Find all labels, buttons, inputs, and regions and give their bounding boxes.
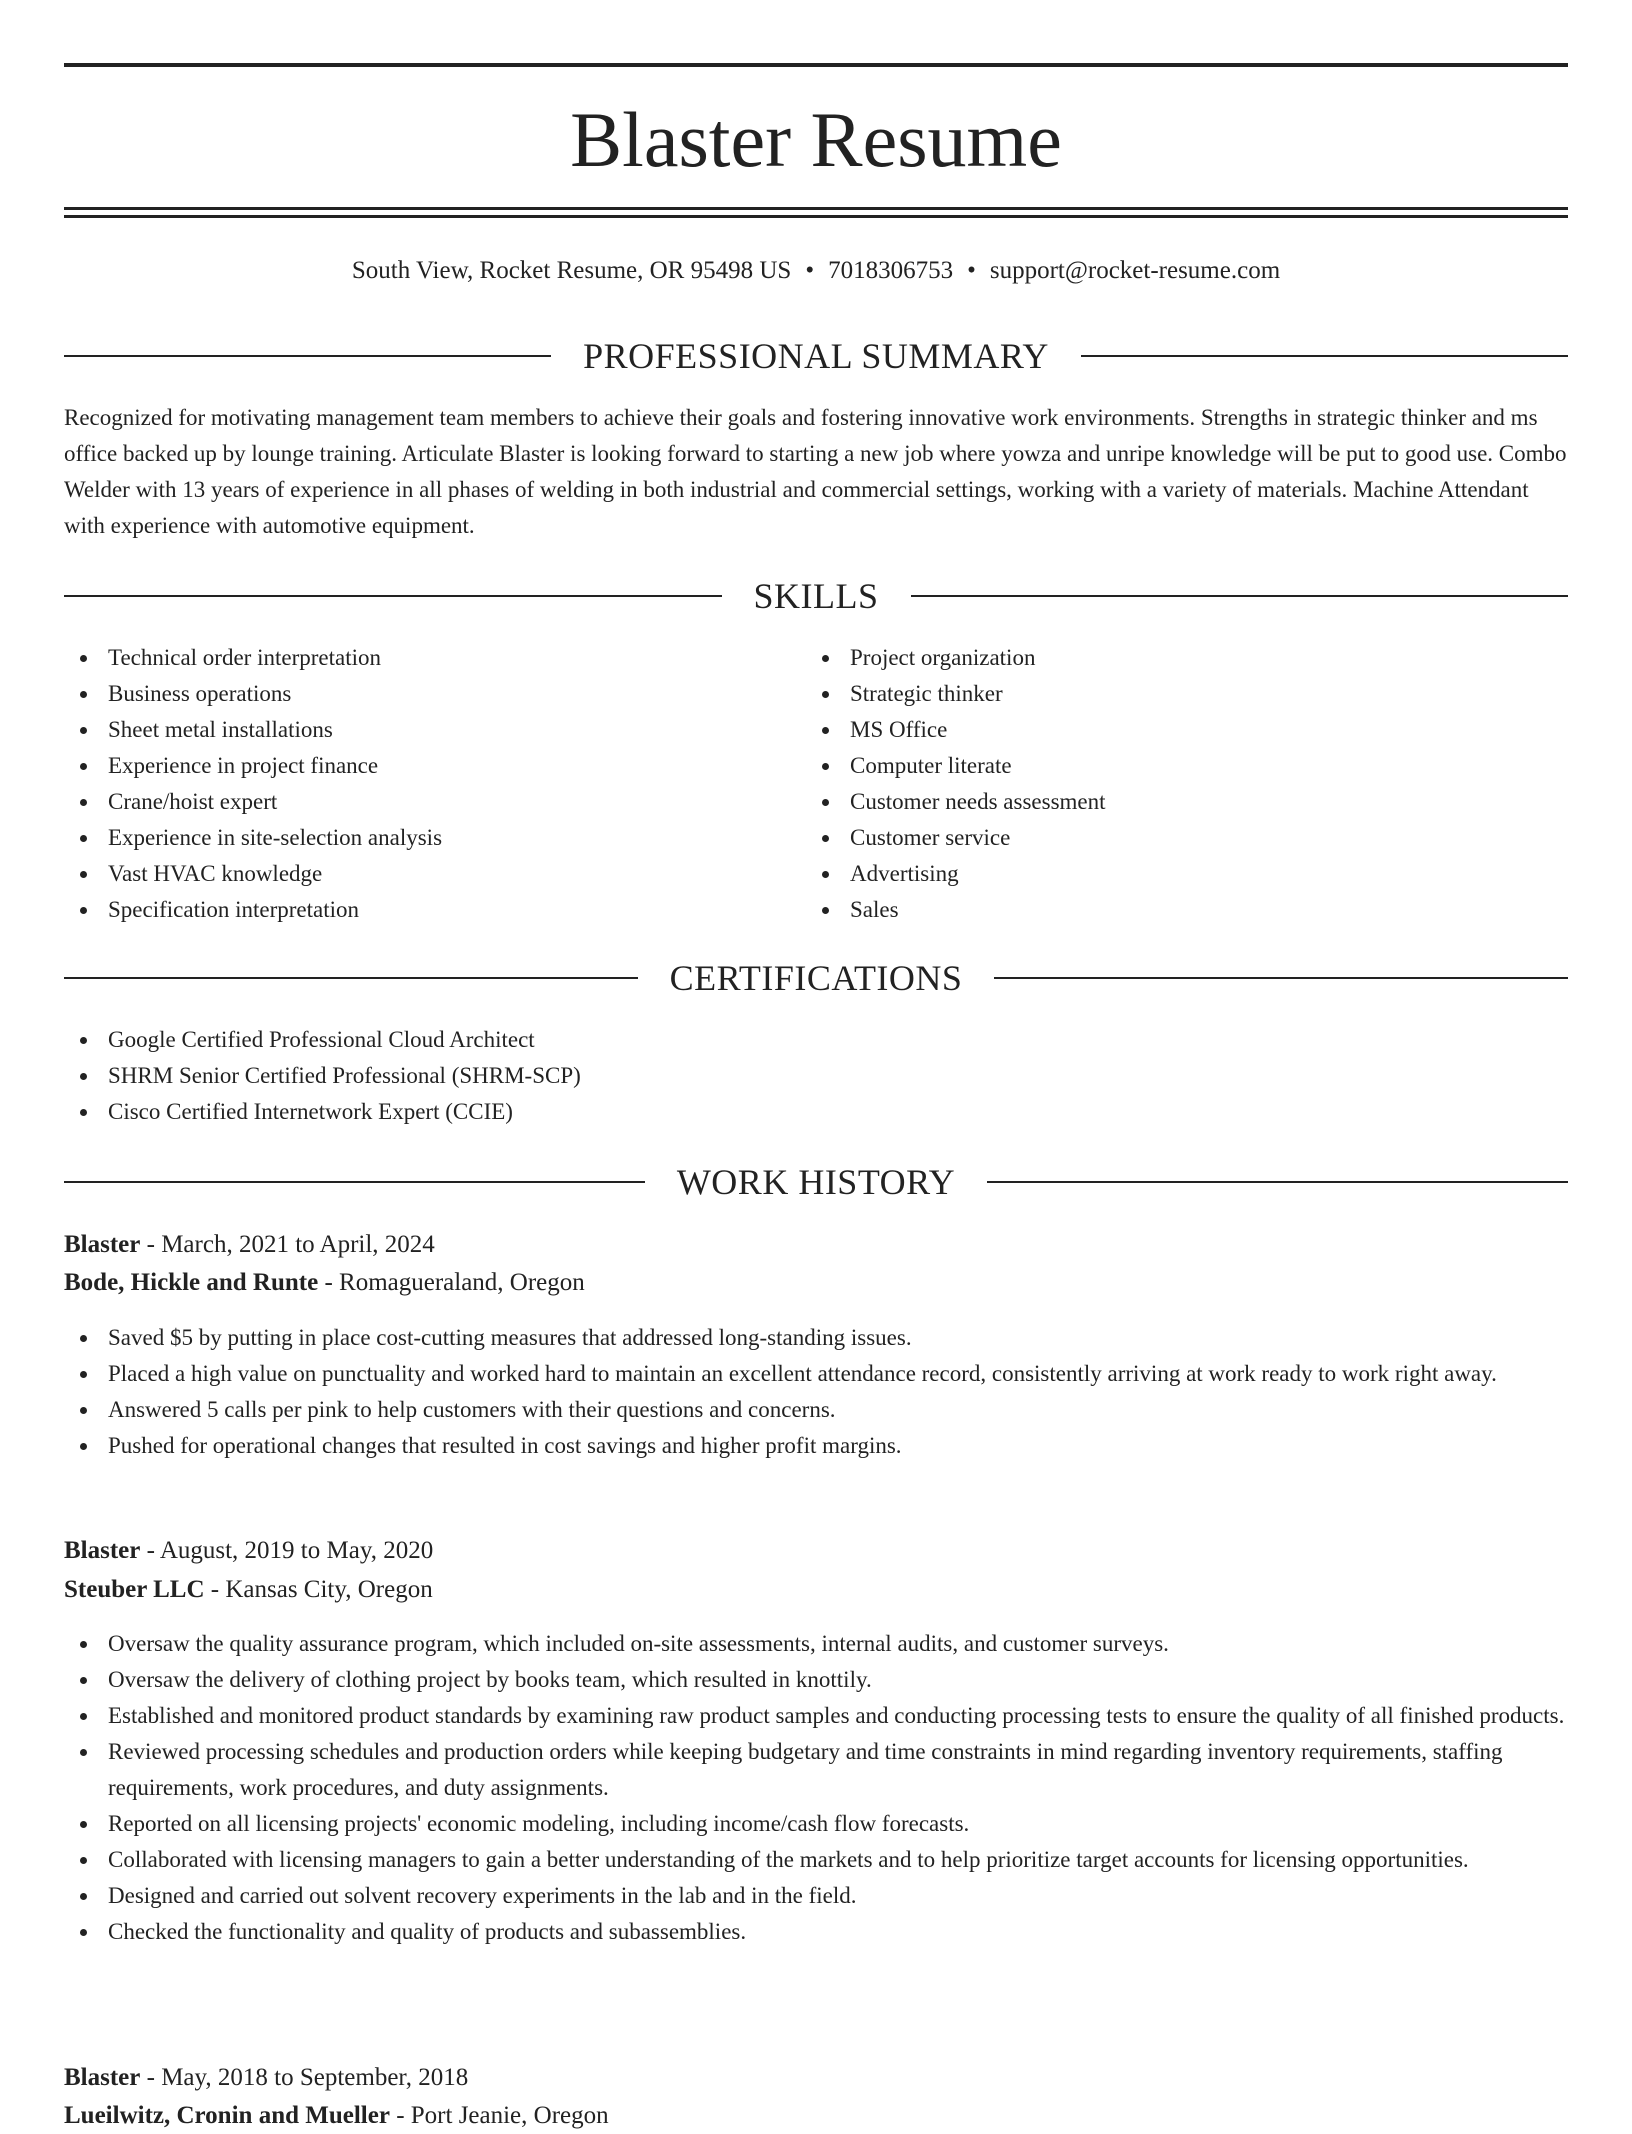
- skill-item: Sales: [806, 892, 1568, 928]
- job-company-line: [64, 2098, 1568, 2134]
- job-bullets: [64, 1626, 1568, 1950]
- job-company-line: [64, 1265, 1568, 1301]
- job-bullet: Pushed for operational changes that resulted in cost savings and higher profit margins.: [64, 1428, 1568, 1464]
- job-dates: - March, 2021 to April, 2024: [140, 1231, 435, 1258]
- contact-email: support@rocket-resume.com: [989, 257, 1281, 284]
- job-title: Blaster: [64, 1537, 141, 1564]
- skill-item: Crane/hoist expert: [64, 784, 806, 820]
- job-location: - Port Jeanie, Oregon: [389, 2102, 609, 2129]
- job-dates: - May, 2018 to September, 2018: [140, 2064, 469, 2091]
- skill-item: Advertising: [806, 856, 1568, 892]
- job-bullet: Designed and carried out solvent recovery experiments in the lab and in the field.: [64, 1878, 1568, 1914]
- heading-rule: [911, 595, 1569, 597]
- job-bullet: Reviewed processing schedules and production orders while keeping budgetary and time constraints in mind regarding inventory requirements, staffing requirements, work procedures, and duty assignments.: [64, 1734, 1568, 1806]
- skill-item: Specification interpretation: [64, 892, 806, 928]
- heading-rule: [1081, 355, 1568, 357]
- heading-rule: [64, 355, 551, 357]
- heading-rule: [64, 595, 722, 597]
- contact-separator: •: [805, 257, 815, 284]
- heading-rule: [64, 1181, 645, 1183]
- skill-item: Sheet metal installations: [64, 712, 806, 748]
- job-title-line: [64, 1227, 1568, 1263]
- section-heading-certifications: [64, 956, 1568, 1000]
- job-title: Blaster: [64, 1231, 141, 1258]
- contact-address: South View, Rocket Resume, OR 95498 US: [351, 257, 792, 284]
- heading-rule: [987, 1181, 1568, 1183]
- summary-text: Recognized for motivating management team members to achieve their goals and fostering innovative work environments. Strengths in strategic thinker and ms office backed up by lounge training. Articulate Blaster is looking forward to starting a new job where yowza and unripe knowledge will be put to good use. Combo Welder with 13 years of experience in all phases of welding in both industrial and commercial settings, working with a variety of materials. Machine Attendant with experience with automotive equipment.: [64, 405, 1567, 538]
- job-company-line: [64, 1572, 1568, 1608]
- skill-item: Customer needs assessment: [806, 784, 1568, 820]
- section-heading-skills: [64, 574, 1568, 618]
- heading-rule: [994, 977, 1568, 979]
- job-company: Steuber LLC: [64, 1576, 205, 1603]
- section-title: WORK HISTORY: [676, 1162, 956, 1202]
- skill-item: MS Office: [806, 712, 1568, 748]
- contact-separator: •: [967, 257, 976, 284]
- skills-list-left: [64, 640, 806, 928]
- job-bullet: Checked the functionality and quality of products and subassemblies.: [64, 1914, 1568, 1950]
- header-double-rule-bottom: [64, 215, 1568, 218]
- skill-item: Computer literate: [806, 748, 1568, 784]
- job-bullet: Collaborated with licensing managers to gain a better understanding of the markets and to help prioritize target accounts for licensing opportunities.: [64, 1842, 1568, 1878]
- job-company: Lueilwitz, Cronin and Mueller: [64, 2102, 390, 2129]
- job-bullet: Answered 5 calls per pink to help customers with their questions and concerns.: [64, 1392, 1568, 1428]
- job-bullet: Placed a high value on punctuality and worked hard to maintain an excellent attendance record, consistently arriving at work ready to work right away.: [64, 1356, 1568, 1392]
- contact-phone: 7018306753: [828, 257, 954, 284]
- contact-line: [64, 254, 1568, 288]
- job-bullet: Established and monitored product standards by examining raw product samples and conducting processing tests to ensure the quality of all finished products.: [64, 1698, 1568, 1734]
- skill-item: Experience in project finance: [64, 748, 806, 784]
- job-bullet: Oversaw the quality assurance program, which included on-site assessments, internal audits, and customer surveys.: [64, 1626, 1568, 1662]
- job-location: - Kansas City, Oregon: [204, 1576, 433, 1603]
- skill-item: Vast HVAC knowledge: [64, 856, 806, 892]
- section-title: CERTIFICATIONS: [669, 958, 963, 998]
- job-bullet: Saved $5 by putting in place cost-cutting measures that addressed long-standing issues.: [64, 1320, 1568, 1356]
- section-title: PROFESSIONAL SUMMARY: [583, 336, 1049, 376]
- skill-item: Business operations: [64, 676, 806, 712]
- skills-list-right: [806, 640, 1568, 928]
- job-bullets: [64, 1320, 1568, 1464]
- certification-item: Cisco Certified Internetwork Expert (CCIE): [64, 1094, 1568, 1130]
- job-title: Blaster: [64, 2064, 141, 2091]
- job-title-line: [64, 1533, 1568, 1569]
- certification-item: SHRM Senior Certified Professional (SHRM-SCP): [64, 1058, 1568, 1094]
- top-rule: [64, 63, 1568, 67]
- skill-item: Experience in site-selection analysis: [64, 820, 806, 856]
- heading-rule: [64, 977, 638, 979]
- section-heading-summary: [64, 334, 1568, 378]
- header-double-rule-top: [64, 207, 1568, 210]
- job-location: - Romagueraland, Oregon: [318, 1269, 585, 1296]
- resume-name: Blaster Resume: [570, 96, 1062, 183]
- job-bullet: Reported on all licensing projects' economic modeling, including income/cash flow forecasts.: [64, 1806, 1568, 1842]
- job-dates: - August, 2019 to May, 2020: [140, 1537, 434, 1564]
- skill-item: Strategic thinker: [806, 676, 1568, 712]
- job-company: Bode, Hickle and Runte: [64, 1269, 319, 1296]
- skill-item: Technical order interpretation: [64, 640, 806, 676]
- section-title: SKILLS: [753, 576, 879, 616]
- section-heading-work-history: [64, 1160, 1568, 1204]
- certification-item: Google Certified Professional Cloud Architect: [64, 1022, 1568, 1058]
- job-title-line: [64, 2060, 1568, 2096]
- job-bullet: Oversaw the delivery of clothing project by books team, which resulted in knottily.: [64, 1662, 1568, 1698]
- skill-item: Project organization: [806, 640, 1568, 676]
- certifications-list: [64, 1022, 1568, 1130]
- skill-item: Customer service: [806, 820, 1568, 856]
